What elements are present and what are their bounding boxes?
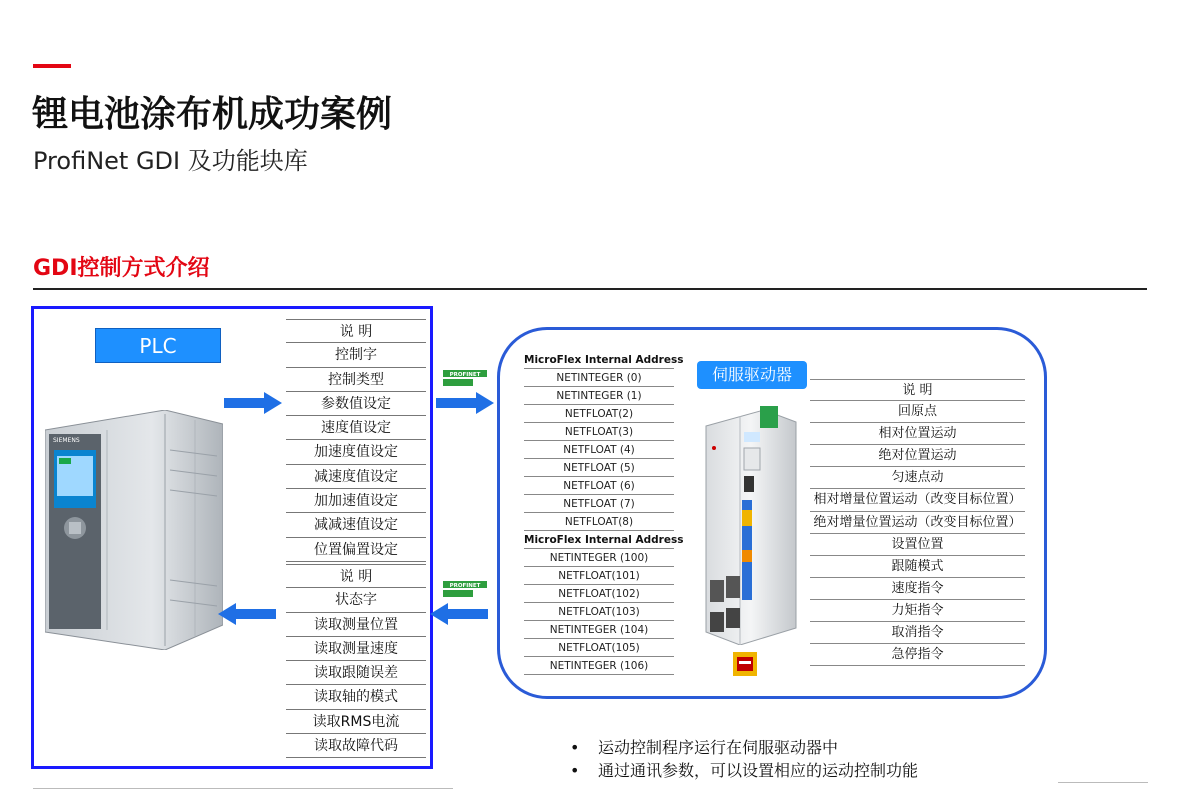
list-item: 加加速值设定: [286, 489, 426, 513]
list-item: 读取测量速度: [286, 637, 426, 661]
list-item: NETFLOAT(103): [524, 603, 674, 621]
list-item: 减减速值设定: [286, 513, 426, 537]
list-item: 读取跟随误差: [286, 661, 426, 685]
page-subtitle: ProfiNet GDI 及功能块库: [33, 147, 308, 175]
list-item: NETINTEGER (100): [524, 549, 674, 567]
list-item: NETINTEGER (106): [524, 657, 674, 675]
list-item: 速度指令: [810, 578, 1025, 600]
profinet-logo-icon: [441, 579, 489, 599]
list-item: NETFLOAT (4): [524, 441, 674, 459]
section-divider: [33, 288, 1147, 290]
list-item: 绝对位置运动: [810, 445, 1025, 467]
list-item: NETFLOAT(102): [524, 585, 674, 603]
brand-logo-icon: [733, 652, 757, 676]
address-list-output: [524, 531, 684, 675]
list-item: 相对位置运动: [810, 423, 1025, 445]
list-item: 相对增量位置运动（改变目标位置）: [810, 489, 1025, 511]
list-item: 控制字: [286, 343, 426, 367]
list-item: 读取测量位置: [286, 613, 426, 637]
section-title: GDI控制方式介绍: [33, 256, 210, 281]
list-item: 匀速点动: [810, 467, 1025, 489]
list-item: 读取轴的模式: [286, 685, 426, 709]
list-item: NETFLOAT(105): [524, 639, 674, 657]
list-item: 绝对增量位置运动（改变目标位置）: [810, 512, 1025, 534]
address-list-header: MicroFlex Internal Address: [524, 351, 674, 369]
list-item: 力矩指令: [810, 600, 1025, 622]
list-item: NETFLOAT (5): [524, 459, 674, 477]
arrow-right-icon: [436, 392, 494, 414]
list-item: 取消指令: [810, 622, 1025, 644]
bullet-list: [570, 736, 918, 782]
list-item: 参数值设定: [286, 392, 426, 416]
list-item: 减速度值设定: [286, 465, 426, 489]
list-item: NETFLOAT (7): [524, 495, 674, 513]
profinet-logo-icon: [441, 368, 489, 388]
arrow-right-icon: [224, 392, 282, 414]
arrow-left-icon: [218, 603, 276, 625]
list-item: NETINTEGER (0): [524, 369, 674, 387]
list-item: 说 明: [810, 379, 1025, 401]
list-item: 位置偏置设定: [286, 538, 426, 562]
list-item: 速度值设定: [286, 416, 426, 440]
list-item: NETFLOAT(101): [524, 567, 674, 585]
list-item: 说 明: [286, 319, 426, 343]
list-item: 急停指令: [810, 644, 1025, 666]
accent-dash: [33, 64, 71, 68]
list-item: 回原点: [810, 401, 1025, 423]
bullet-dot-icon: •: [570, 738, 580, 757]
list-item: 读取故障代码: [286, 734, 426, 758]
bullet-item: [570, 736, 918, 759]
list-item: 控制类型: [286, 368, 426, 392]
page-title: 锂电池涂布机成功案例: [32, 94, 393, 135]
list-item: 加速度值设定: [286, 440, 426, 464]
footer-divider: [1058, 782, 1148, 783]
address-list-header: MicroFlex Internal Address: [524, 531, 674, 549]
list-item: NETINTEGER (1): [524, 387, 674, 405]
bullet-text: 运动控制程序运行在伺服驱动器中: [598, 738, 839, 757]
plc-label: PLC: [95, 328, 221, 363]
list-item: NETINTEGER (104): [524, 621, 674, 639]
svg-text:SIEMENS: SIEMENS: [53, 437, 80, 444]
list-item: NETFLOAT (6): [524, 477, 674, 495]
plc-status-list: [286, 564, 426, 758]
bullet-item: [570, 759, 918, 782]
drive-command-list: [810, 379, 1025, 666]
footer-divider: [33, 788, 453, 789]
plc-control-list: [286, 319, 426, 562]
list-item: NETFLOAT(2): [524, 405, 674, 423]
bullet-dot-icon: •: [570, 761, 580, 780]
profinet-logo-text: PROFINET: [449, 583, 481, 589]
plc-device-image: [45, 410, 223, 650]
list-item: 跟随模式: [810, 556, 1025, 578]
servo-drive-image: [700, 400, 800, 645]
list-item: NETFLOAT(3): [524, 423, 674, 441]
list-item: 说 明: [286, 564, 426, 588]
list-item: 状态字: [286, 588, 426, 612]
list-item: 设置位置: [810, 534, 1025, 556]
list-item: 读取RMS电流: [286, 710, 426, 734]
arrow-left-icon: [430, 603, 488, 625]
bullet-text: 通过通讯参数，可以设置相应的运动控制功能: [598, 761, 919, 780]
address-list-input: [524, 351, 684, 531]
list-item: NETFLOAT(8): [524, 513, 674, 531]
servo-drive-label: 伺服驱动器: [697, 361, 807, 389]
profinet-logo-text: PROFINET: [449, 372, 481, 378]
